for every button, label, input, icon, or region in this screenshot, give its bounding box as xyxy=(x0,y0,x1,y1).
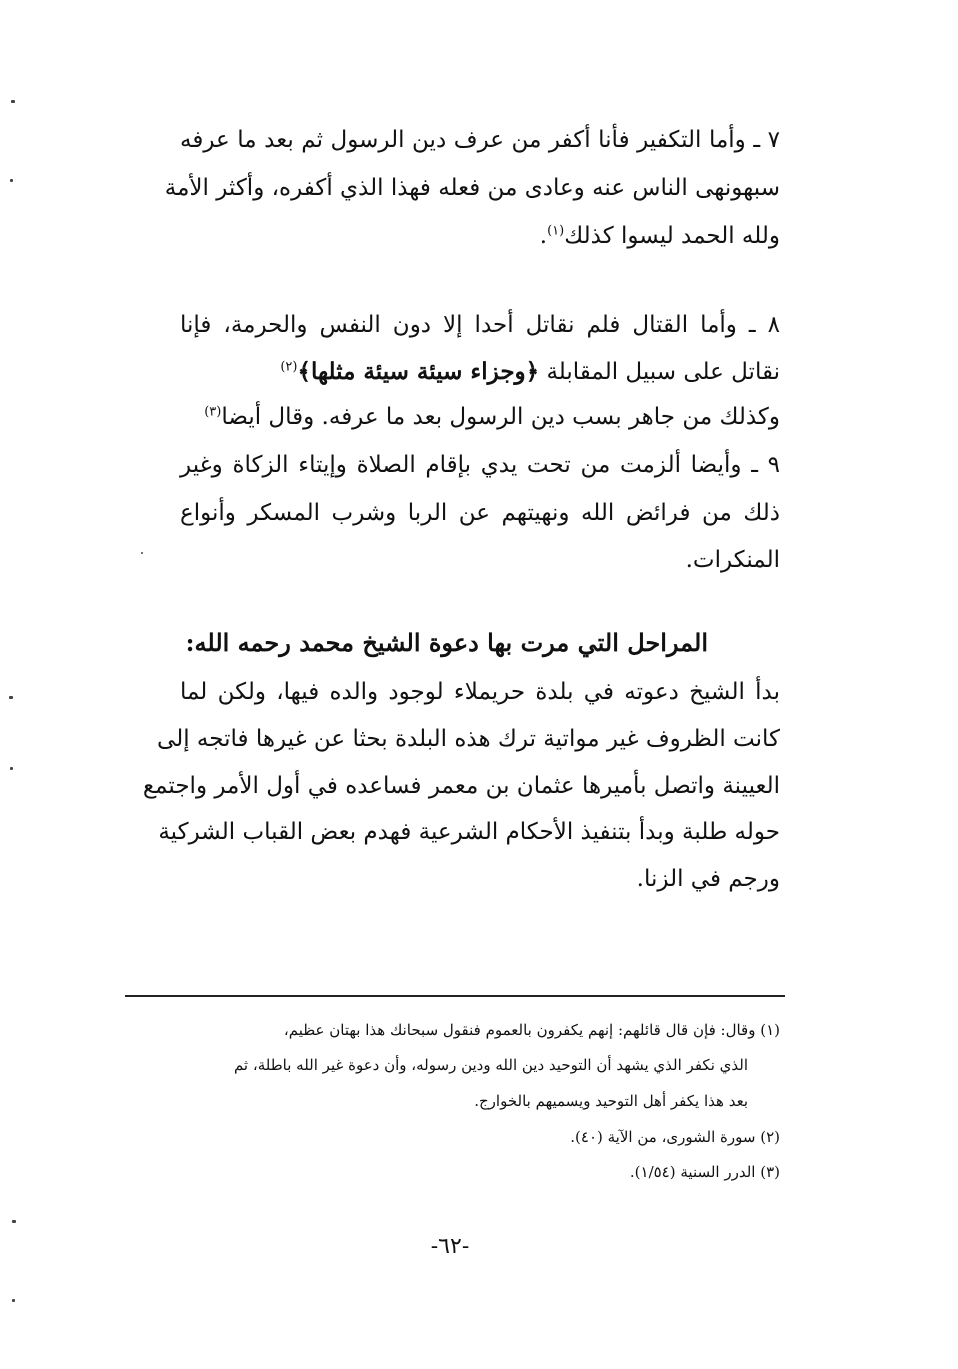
scan-speck xyxy=(9,696,13,699)
para8-line-3-text: وكذلك من جاهر بسب دين الرسول بعد ما عرفه. وقال أيضا xyxy=(221,404,780,430)
footnote-1-line-1: (١) وقال: فإن قال قائلهم: إنهم يكفرون بالعموم فنقول سبحانك هذا بهتان عظيم، xyxy=(283,1021,780,1039)
para8-line-3 xyxy=(180,402,780,432)
footnote-1-line-2: الذي نكفر الذي يشهد أن التوحيد دين الله ودين رسوله، وأن دعوة غير الله باطلة، ثم xyxy=(233,1056,748,1074)
para9-line-3: المنكرات. xyxy=(685,547,780,573)
footnote-3: (٣) الدرر السنية (١/٥٤). xyxy=(629,1163,780,1181)
scan-speck xyxy=(12,1299,15,1302)
quran-verse: ﴿وجزاء سيئة سيئة مثلها﴾ xyxy=(297,358,540,385)
footnote-separator xyxy=(125,995,785,997)
section-line-1: بدأ الشيخ دعوته في بلدة حريملاء لوجود والده فيها، ولكن لما xyxy=(180,679,780,705)
para7-line-3-end: . xyxy=(539,223,548,249)
scan-speck xyxy=(141,552,143,554)
footnote-ref-1: (١) xyxy=(547,223,565,239)
scan-speck xyxy=(10,179,13,182)
section-line-3: العيينة واتصل بأميرها عثمان بن معمر فساعده في أول الأمر واجتمع xyxy=(142,773,780,799)
footnote-ref-3: (٣) xyxy=(204,404,222,420)
para8-line-1: ٨ ـ وأما القتال فلم نقاتل أحدا إلا دون النفس والحرمة، فإنا xyxy=(180,312,780,338)
para9-line-2: ذلك من فرائض الله ونهيتهم عن الربا وشرب المسكر وأنواع xyxy=(180,500,780,526)
scan-speck xyxy=(11,100,15,103)
para7-line-1: ٧ ـ وأما التكفير فأنا أكفر من عرف دين الرسول ثم بعد ما عرفه xyxy=(180,127,780,153)
section-line-4: حوله طلبة وبدأ بتنفيذ الأحكام الشرعية فهدم بعض القباب الشركية xyxy=(158,819,780,845)
para7-line-3-text: ولله الحمد ليسوا كذلك xyxy=(564,223,780,249)
footnote-2: (٢) سورة الشورى، من الآية (٤٠). xyxy=(570,1128,780,1146)
para9-line-1: ٩ ـ وأيضا ألزمت من تحت يدي بإقام الصلاة وإيتاء الزكاة وغير xyxy=(180,452,780,478)
para8-line-2 xyxy=(180,357,780,387)
scan-speck xyxy=(10,767,13,770)
footnote-1-line-3: بعد هذا يكفر أهل التوحيد ويسميهم بالخوارج. xyxy=(474,1092,748,1110)
scan-speck xyxy=(12,1220,16,1223)
section-heading: المراحل التي مرت بها دعوة الشيخ محمد رحمه الله: xyxy=(185,628,708,657)
para7-line-3 xyxy=(180,221,780,251)
section-line-5: ورجم في الزنا. xyxy=(636,866,780,892)
para8-line-2-text: نقاتل على سبيل المقابلة xyxy=(546,359,780,385)
section-line-2: كانت الظروف غير مواتية ترك هذه البلدة بحثا عن غيرها فاتجه إلى xyxy=(157,726,780,752)
page-number: -٦٢- xyxy=(430,1234,470,1259)
para7-line-2: سبهونهى الناس عنه وعادى من فعله فهذا الذي أكفره، وأكثر الأمة xyxy=(164,175,780,201)
footnote-ref-2: (٢) xyxy=(280,359,298,375)
